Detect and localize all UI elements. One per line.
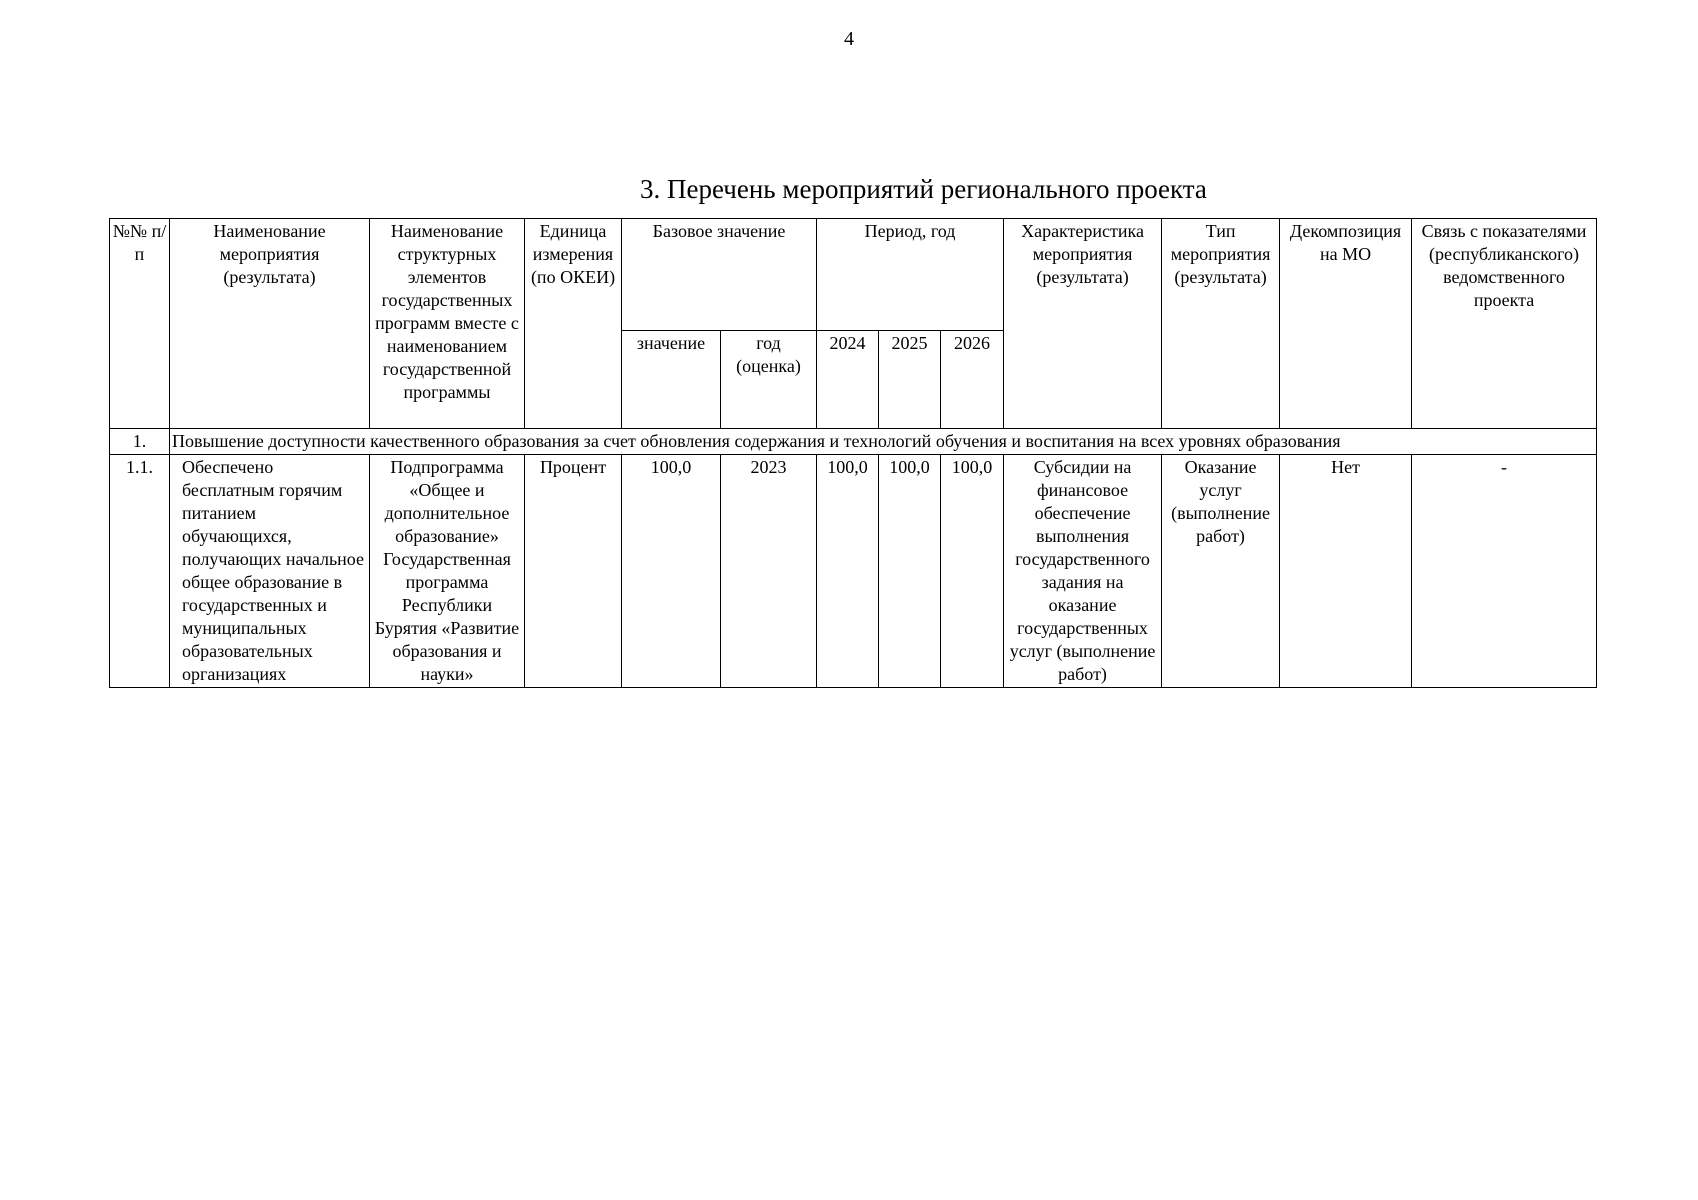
header-period: Период, год — [817, 219, 1004, 331]
section-title: 3. Перечень мероприятий регионального проекта — [640, 174, 1207, 204]
header-characteristic: Характеристика мероприятия (результата) — [1004, 219, 1162, 429]
header-type: Тип мероприятия (результата) — [1162, 219, 1280, 429]
header-row-1 — [110, 219, 1597, 331]
page-number: 4 — [844, 28, 854, 50]
row-type: Оказание услуг (выполнение работ) — [1162, 455, 1280, 688]
row-decomposition: Нет — [1280, 455, 1412, 688]
row-base-value: 100,0 — [622, 455, 721, 688]
row-base-year: 2023 — [721, 455, 817, 688]
header-year-2024: 2024 — [817, 331, 879, 429]
row-structural: Подпрограмма «Общее и дополнительное образование» Государственная программа Республики Бурятия «Развитие образования и науки» — [370, 455, 525, 688]
section-text: Повышение доступности качественного образования за счет обновления содержания и технологий обучения и воспитания на всех уровнях образования — [170, 429, 1597, 455]
header-base-year: год (оценка) — [721, 331, 817, 429]
header-name: Наименование мероприятия (результата) — [170, 219, 370, 429]
row-num: 1.1. — [110, 455, 170, 688]
header-decomposition: Декомпозиция на МО — [1280, 219, 1412, 429]
row-unit: Процент — [525, 455, 622, 688]
header-num: №№ п/п — [110, 219, 170, 429]
row-value-2024: 100,0 — [817, 455, 879, 688]
row-value-2026: 100,0 — [941, 455, 1004, 688]
measures-table — [109, 218, 1597, 688]
header-base: Базовое значение — [622, 219, 817, 331]
header-structural: Наименование структурных элементов государственных программ вместе с наименованием государственной программы — [370, 219, 525, 429]
table-row — [110, 455, 1597, 688]
header-unit: Единица измерения (по ОКЕИ) — [525, 219, 622, 429]
row-link: - — [1412, 455, 1597, 688]
row-value-2025: 100,0 — [879, 455, 941, 688]
header-base-value: значение — [622, 331, 721, 429]
header-year-2026: 2026 — [941, 331, 1004, 429]
row-characteristic: Субсидии на финансовое обеспечение выполнения государственного задания на оказание государственных услуг (выполнение работ) — [1004, 455, 1162, 688]
header-year-2025: 2025 — [879, 331, 941, 429]
section-num: 1. — [110, 429, 170, 455]
header-link: Связь с показателями (республиканского) ведомственного проекта — [1412, 219, 1597, 429]
section-row — [110, 429, 1597, 455]
row-name: Обеспечено бесплатным горячим питанием обучающихся, получающих начальное общее образование в государственных и муниципальных образовательных организациях — [170, 455, 370, 688]
